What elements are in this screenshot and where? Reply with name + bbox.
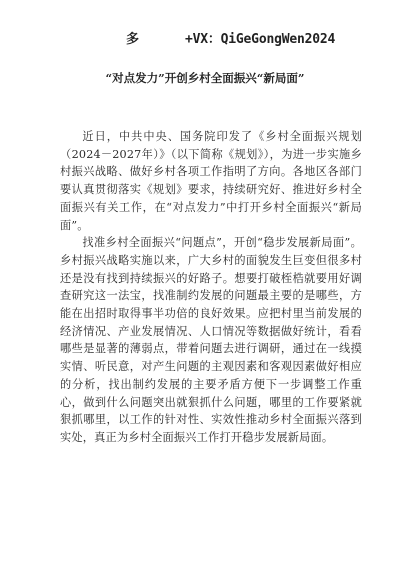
page-header [0,28,410,48]
header-left-text: 多 [126,32,140,47]
paragraph-problem-point: 找准乡村全面振兴“问题点”，开创“稳步发展新局面”。乡村振兴战略实施以来，广大乡村的面貌发生巨变但很多村还是没有找到持续振兴的好路子。想要打破桎梏就要用好调查研究这一法宝，找准制约发展的问题最主要的是哪些，方能在出招时取得事半功倍的良好效果。应把村里当前发展的经济情况、产业发展情况、人口情况等数据做好统计，看看哪些是显著的薄弱点，带着问题去进行调研，通过在一线摸实情、听民意，对产生问题的主观因素和客观因素做好相应的分析，找出制约发展的主要矛盾方便下一步调整工作重心，做到什么问题突出就狠抓什么问题，哪里的工作要紧就狠抓哪里，以工作的针对性、实效性推动乡村全面振兴落到实处，真正为乡村全面振兴工作打开稳步发展新局面。 [60,236,362,444]
document-body [60,128,362,447]
paragraph-intro: 近日，中共中央、国务院印发了《乡村全面振兴规划（2024－2027年）》（以下简称《规划》），为进一步实施乡村振兴战略、做好乡村各项工作指明了方向。各地区各部门要认真贯彻落实《规划》要求，持续研究好、推进好乡村全面振兴有关工作，在“对点发力”中打开乡村全面振兴“新局面”。 [60,130,362,232]
header-contact-text: +VX：QiGeGongWen2024 [185,32,336,47]
document-title: “对点发力”开创乡村全面振兴“新局面” [105,71,305,85]
